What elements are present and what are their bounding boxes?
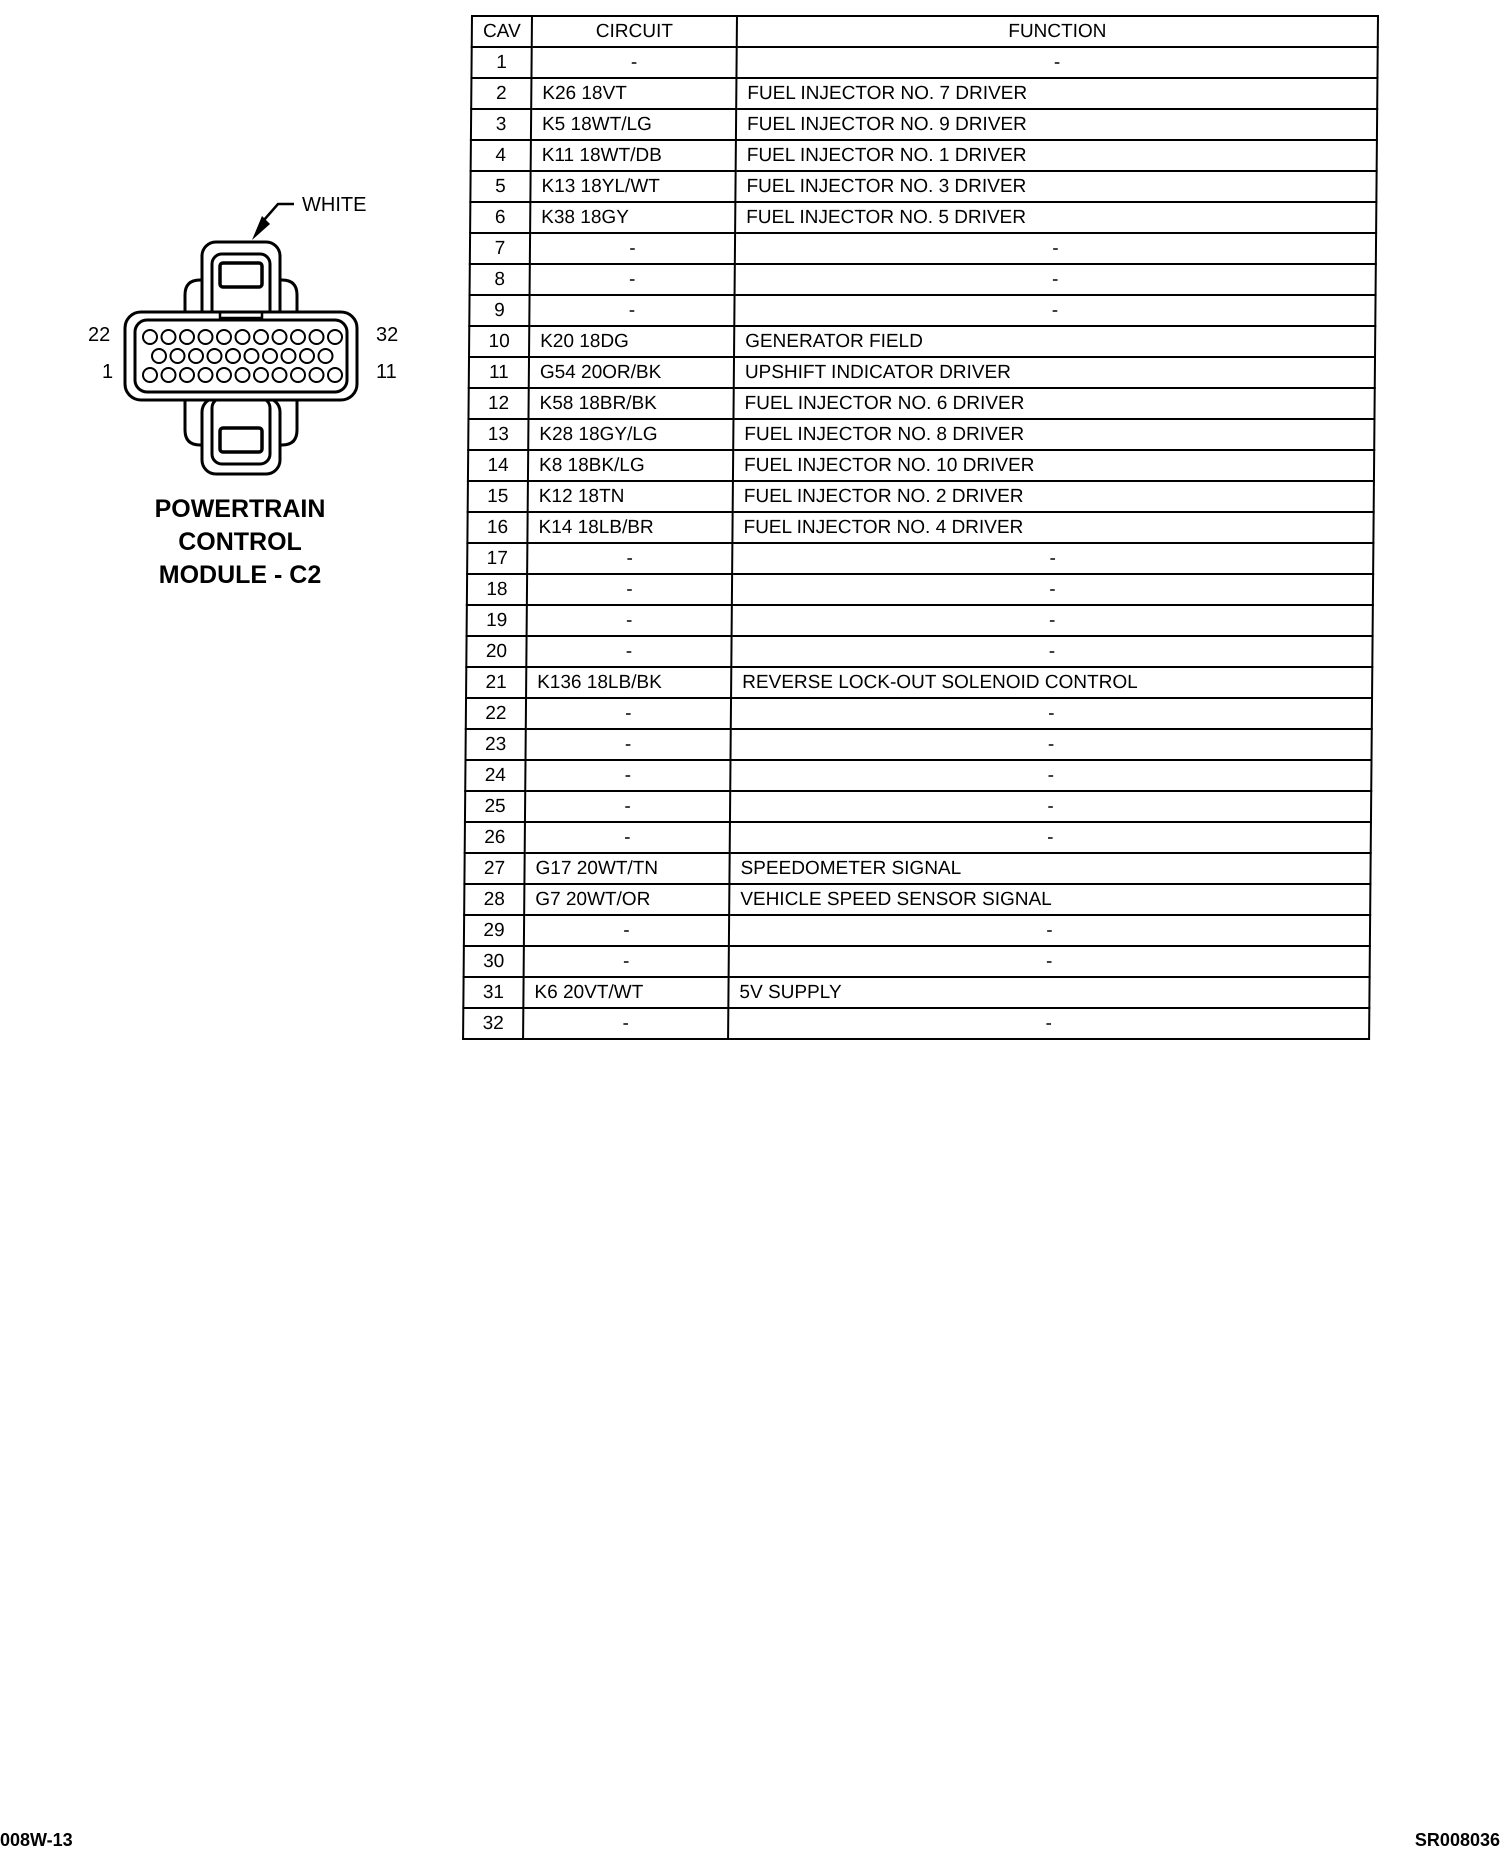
- function-cell: UPSHIFT INDICATOR DRIVER: [734, 357, 1375, 388]
- circuit-cell: K28 18GY/LG: [528, 419, 733, 450]
- function-cell: -: [729, 915, 1370, 946]
- table-row: [469, 326, 1375, 357]
- connector-diagram: [80, 180, 440, 480]
- function-cell: FUEL INJECTOR NO. 4 DRIVER: [732, 512, 1373, 543]
- function-cell: FUEL INJECTOR NO. 2 DRIVER: [733, 481, 1374, 512]
- table-row: [463, 1008, 1369, 1039]
- table-row: [471, 47, 1377, 78]
- circuit-cell: K5 18WT/LG: [531, 109, 736, 140]
- function-cell: FUEL INJECTOR NO. 5 DRIVER: [735, 202, 1376, 233]
- circuit-cell: K26 18VT: [531, 78, 736, 109]
- function-cell: -: [731, 698, 1372, 729]
- cav-cell: 30: [464, 946, 524, 977]
- circuit-cell: G17 20WT/TN: [524, 853, 729, 884]
- circuit-cell: -: [529, 295, 734, 326]
- cav-cell: 28: [464, 884, 524, 915]
- table-row: [465, 729, 1371, 760]
- cav-cell: 8: [470, 264, 530, 295]
- cav-cell: 27: [464, 853, 524, 884]
- table-row: [468, 481, 1374, 512]
- cav-cell: 31: [463, 977, 523, 1008]
- function-cell: -: [732, 574, 1373, 605]
- circuit-cell: K14 18LB/BR: [527, 512, 732, 543]
- table-row: [468, 388, 1374, 419]
- cav-cell: 19: [467, 605, 527, 636]
- circuit-cell: -: [526, 698, 731, 729]
- circuit-cell: K11 18WT/DB: [531, 140, 736, 171]
- pin-label-bottom-right: 11: [376, 361, 397, 383]
- cav-cell: 9: [469, 295, 529, 326]
- module-title-line-3: MODULE - C2: [158, 561, 322, 589]
- function-cell: SPEEDOMETER SIGNAL: [729, 853, 1370, 884]
- function-cell: REVERSE LOCK-OUT SOLENOID CONTROL: [731, 667, 1372, 698]
- function-cell: -: [732, 543, 1373, 574]
- cav-cell: 11: [469, 357, 529, 388]
- function-cell: VEHICLE SPEED SENSOR SIGNAL: [729, 884, 1370, 915]
- cav-cell: 15: [468, 481, 528, 512]
- circuit-cell: -: [530, 233, 735, 264]
- table-row: [471, 109, 1377, 140]
- circuit-cell: K6 20VT/WT: [523, 977, 728, 1008]
- header-function: FUNCTION: [737, 16, 1378, 47]
- table-row: [470, 171, 1376, 202]
- function-cell: 5V SUPPLY: [728, 977, 1369, 1008]
- top-latch-window: [220, 263, 262, 287]
- function-cell: FUEL INJECTOR NO. 1 DRIVER: [736, 140, 1377, 171]
- pinout-table: [462, 15, 1379, 1040]
- circuit-cell: -: [523, 1008, 728, 1039]
- cav-cell: 16: [467, 512, 527, 543]
- circuit-cell: K38 18GY: [530, 202, 735, 233]
- function-cell: -: [728, 1008, 1369, 1039]
- pin-label-top-left: 22: [88, 324, 111, 346]
- cav-cell: 18: [467, 574, 527, 605]
- table-row: [464, 946, 1370, 977]
- cav-cell: 22: [466, 698, 526, 729]
- circuit-cell: K12 18TN: [528, 481, 733, 512]
- cav-cell: 4: [471, 140, 531, 171]
- table-row: [470, 233, 1376, 264]
- function-cell: FUEL INJECTOR NO. 3 DRIVER: [735, 171, 1376, 202]
- function-cell: FUEL INJECTOR NO. 6 DRIVER: [733, 388, 1374, 419]
- table-row: [468, 450, 1374, 481]
- table-row: [468, 419, 1374, 450]
- cav-cell: 20: [466, 636, 526, 667]
- table-row: [464, 915, 1370, 946]
- function-cell: FUEL INJECTOR NO. 7 DRIVER: [736, 78, 1377, 109]
- function-cell: -: [729, 946, 1370, 977]
- function-cell: -: [731, 636, 1372, 667]
- cav-cell: 23: [465, 729, 525, 760]
- function-cell: FUEL INJECTOR NO. 8 DRIVER: [733, 419, 1374, 450]
- circuit-cell: G54 20OR/BK: [529, 357, 734, 388]
- table-row: [466, 698, 1372, 729]
- table-row: [465, 791, 1371, 822]
- cav-cell: 3: [471, 109, 531, 140]
- cav-cell: 1: [471, 47, 531, 78]
- circuit-cell: -: [527, 574, 732, 605]
- cav-cell: 12: [468, 388, 528, 419]
- bottom-latch-window: [220, 428, 262, 452]
- function-cell: FUEL INJECTOR NO. 10 DRIVER: [733, 450, 1374, 481]
- circuit-cell: -: [531, 47, 736, 78]
- table-row: [471, 140, 1377, 171]
- table-row: [467, 605, 1373, 636]
- table-row: [463, 977, 1369, 1008]
- cav-cell: 26: [465, 822, 525, 853]
- header-circuit: CIRCUIT: [532, 16, 737, 47]
- function-cell: GENERATOR FIELD: [734, 326, 1375, 357]
- pin-label-top-right: 32: [376, 324, 399, 346]
- function-cell: -: [734, 295, 1375, 326]
- circuit-cell: -: [527, 543, 732, 574]
- cav-cell: 5: [470, 171, 530, 202]
- cav-cell: 24: [465, 760, 525, 791]
- table-row: [465, 822, 1371, 853]
- cav-cell: 32: [463, 1008, 523, 1039]
- cav-cell: 25: [465, 791, 525, 822]
- circuit-cell: K20 18DG: [529, 326, 734, 357]
- circuit-cell: G7 20WT/OR: [524, 884, 729, 915]
- table-row: [464, 853, 1370, 884]
- circuit-cell: -: [525, 729, 730, 760]
- circuit-cell: K136 18LB/BK: [526, 667, 731, 698]
- function-cell: -: [730, 822, 1371, 853]
- function-cell: -: [730, 760, 1371, 791]
- circuit-cell: -: [525, 791, 730, 822]
- table-row: [464, 884, 1370, 915]
- function-cell: -: [736, 47, 1377, 78]
- circuit-cell: K58 18BR/BK: [528, 388, 733, 419]
- module-title: [120, 493, 360, 592]
- function-cell: -: [732, 605, 1373, 636]
- table-row: [465, 760, 1371, 791]
- cav-cell: 21: [466, 667, 526, 698]
- cav-cell: 14: [468, 450, 528, 481]
- table-header-row: [472, 16, 1378, 47]
- circuit-cell: -: [525, 822, 730, 853]
- circuit-cell: -: [527, 605, 732, 636]
- function-cell: -: [730, 791, 1371, 822]
- function-cell: -: [730, 729, 1371, 760]
- cav-cell: 13: [468, 419, 528, 450]
- wire-color-label: WHITE: [302, 194, 367, 216]
- function-cell: -: [735, 264, 1376, 295]
- table-row: [466, 667, 1372, 698]
- white-pointer-arrow: [252, 180, 300, 240]
- header-cav: CAV: [472, 16, 532, 47]
- table-row: [470, 264, 1376, 295]
- circuit-cell: K13 18YL/WT: [530, 171, 735, 202]
- circuit-cell: -: [526, 636, 731, 667]
- cav-cell: 17: [467, 543, 527, 574]
- cav-cell: 7: [470, 233, 530, 264]
- function-cell: -: [735, 233, 1376, 264]
- cav-cell: 6: [470, 202, 530, 233]
- table-row: [466, 636, 1372, 667]
- table-row: [467, 574, 1373, 605]
- table-row: [467, 543, 1373, 574]
- pin-label-bottom-left: 1: [102, 361, 114, 383]
- module-title-line-2: CONTROL: [178, 528, 302, 556]
- table-row: [469, 295, 1375, 326]
- figure-code-right: SR008036: [1414, 1830, 1500, 1850]
- circuit-cell: -: [524, 946, 729, 977]
- circuit-cell: -: [524, 915, 729, 946]
- cav-cell: 29: [464, 915, 524, 946]
- module-title-line-1: POWERTRAIN: [154, 495, 326, 523]
- table-row: [467, 512, 1373, 543]
- cav-cell: 10: [469, 326, 529, 357]
- table-row: [470, 202, 1376, 233]
- table-row: [471, 78, 1377, 109]
- figure-code-left: 008W-13: [0, 1830, 73, 1850]
- circuit-cell: -: [525, 760, 730, 791]
- table-row: [469, 357, 1375, 388]
- circuit-cell: K8 18BK/LG: [528, 450, 733, 481]
- circuit-cell: -: [530, 264, 735, 295]
- cav-cell: 2: [471, 78, 531, 109]
- function-cell: FUEL INJECTOR NO. 9 DRIVER: [736, 109, 1377, 140]
